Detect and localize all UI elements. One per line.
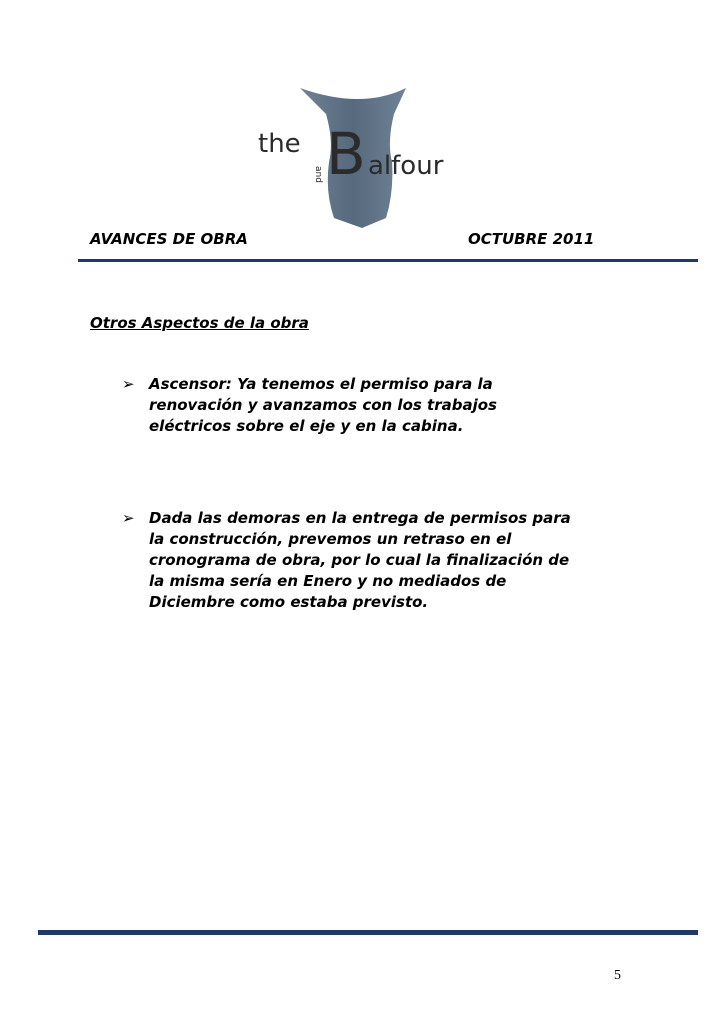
header-rule bbox=[78, 259, 698, 262]
header-title: AVANCES DE OBRA bbox=[90, 230, 248, 248]
bullet-line: cronograma de obra, por lo cual la finalización de bbox=[149, 551, 570, 569]
bullet-line: Diciembre como estaba previsto. bbox=[149, 593, 429, 611]
logo-text-alfour: alfour bbox=[368, 151, 444, 181]
section-title: Otros Aspectos de la obra bbox=[90, 314, 309, 332]
bullet-list bbox=[122, 374, 622, 613]
logo-text-and: and bbox=[313, 166, 323, 183]
bullet-line: Ascensor: Ya tenemos el permiso para la bbox=[149, 375, 493, 393]
page-number: 5 bbox=[614, 968, 621, 983]
bullet-line: renovación y avanzamos con los trabajos bbox=[149, 396, 497, 414]
header-date: OCTUBRE 2011 bbox=[468, 230, 595, 248]
arrow-bullet-icon: ➢ bbox=[122, 509, 135, 527]
logo-text-the: the bbox=[258, 129, 301, 159]
bullet-line: eléctricos sobre el eje y en la cabina. bbox=[149, 417, 464, 435]
bullet-item bbox=[122, 374, 622, 437]
bullet-line: la construcción, prevemos un retraso en el bbox=[149, 530, 512, 548]
arrow-bullet-icon: ➢ bbox=[122, 375, 135, 393]
bullet-line: la misma sería en Enero y no mediados de bbox=[149, 572, 507, 590]
bullet-item bbox=[122, 508, 622, 613]
footer-rule bbox=[38, 930, 698, 935]
bullet-line: Dada las demoras en la entrega de permisos para bbox=[149, 509, 571, 527]
document-header bbox=[90, 230, 610, 256]
logo-text-b: B bbox=[326, 120, 366, 188]
balfour-logo bbox=[258, 82, 468, 232]
